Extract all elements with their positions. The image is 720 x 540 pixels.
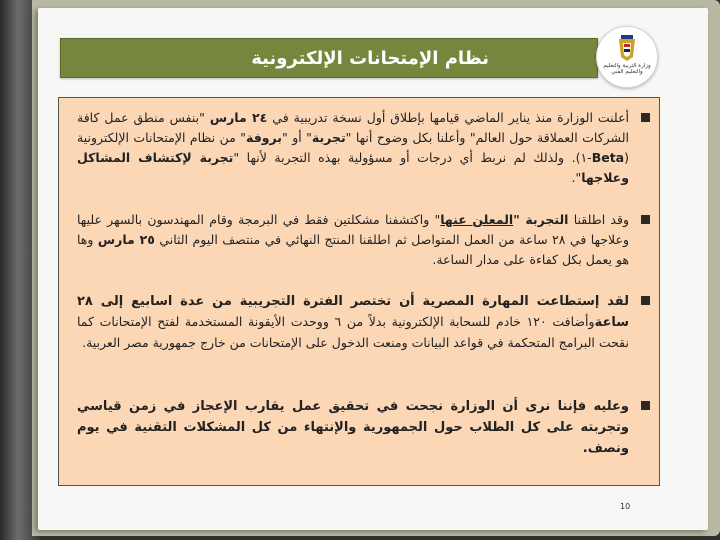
bold-text: بروفة: [245, 130, 282, 145]
bullet-square-icon: [641, 401, 650, 410]
title-banner: [60, 38, 598, 78]
paragraph-2: [77, 210, 629, 270]
ministry-logo-caption: وزارة التربية والتعليم والتعليم الفني: [603, 63, 651, 75]
text: "بنفس منطق عمل كافة الشركات العملاقة حول العالم" وأعلنا بكل وضوح أنها ": [77, 110, 629, 145]
bullet-square-icon: [641, 113, 650, 122]
paragraph-4: [77, 396, 629, 459]
underlined-text: المعلن عنها: [440, 212, 514, 227]
page-title: نظام الإمتحانات الإلكترونية: [251, 47, 489, 69]
text: وقد اطلقنا: [568, 212, 629, 227]
text: -١). ولذلك لم نربط أي درجات أو مسؤولية بهذه التجربة لأنها ": [233, 150, 592, 165]
eagle-emblem-icon: [597, 29, 657, 65]
text: وأضافت ١٢٠ خادم للسحابة الإلكترونية بدلاً من ٦ ووحدت الأيقونة المستخدمة لفتح الإمتحانات كما نقحت البرامج المتحكمة في قواعد البيانات ومنعت الدخول على الإمتحانات من خارج جمهورية مصر العربية.: [77, 314, 629, 350]
paragraph-3: [77, 291, 629, 353]
page-number: 10: [620, 502, 631, 511]
bold-text: ٢٥ مارس: [97, 232, 155, 247]
text: " من نظام الإمتحانات الإلكترونية (: [77, 130, 629, 165]
bullet-square-icon: [641, 215, 650, 224]
bold-text: ٢٤ مارس: [209, 110, 268, 125]
paragraph-1: [77, 108, 629, 188]
bold-text: تجربة لإكتشاف المشاكل وعلاجها: [77, 150, 629, 185]
text: أعلنت الوزارة منذ يناير الماضي قيامها بإطلاق أول نسخة تدريبية في: [267, 110, 630, 125]
bold-text: Beta: [591, 150, 625, 165]
content-box: [58, 97, 660, 486]
text: " واكتشفنا مشكلتين فقط في البرمجة وقام المهندسون بالسهر عليها وعلاجها في ٢٨ ساعة من العمل المتواصل ثم اطلقنا المنتج النهائي في منتصف اليوم الثاني: [77, 212, 629, 247]
bold-text: وعليه فإننا نرى أن الوزارة نجحت في تحقيق عمل يقارب الإعجاز في زمن قياسي وتجربته على كل الطلاب حول الجمهورية والإنتهاء من كل المشكلات التقنية في يوم ونصف.: [77, 399, 629, 456]
text: " أو ": [282, 130, 312, 145]
text: ".: [571, 170, 582, 185]
bold-text: التجربة ": [513, 212, 569, 227]
bold-text: لقد إستطاعت المهارة المصرية أن تختصر الفترة التجريبية من عدة اسابيع إلى ٢٨ ساعة: [77, 294, 629, 330]
text: وها هو يعمل بكل كفاءة على مدار الساعة.: [77, 232, 629, 267]
ministry-logo: [596, 26, 658, 88]
bullet-square-icon: [641, 296, 650, 305]
bold-text: تجربة: [311, 130, 346, 145]
